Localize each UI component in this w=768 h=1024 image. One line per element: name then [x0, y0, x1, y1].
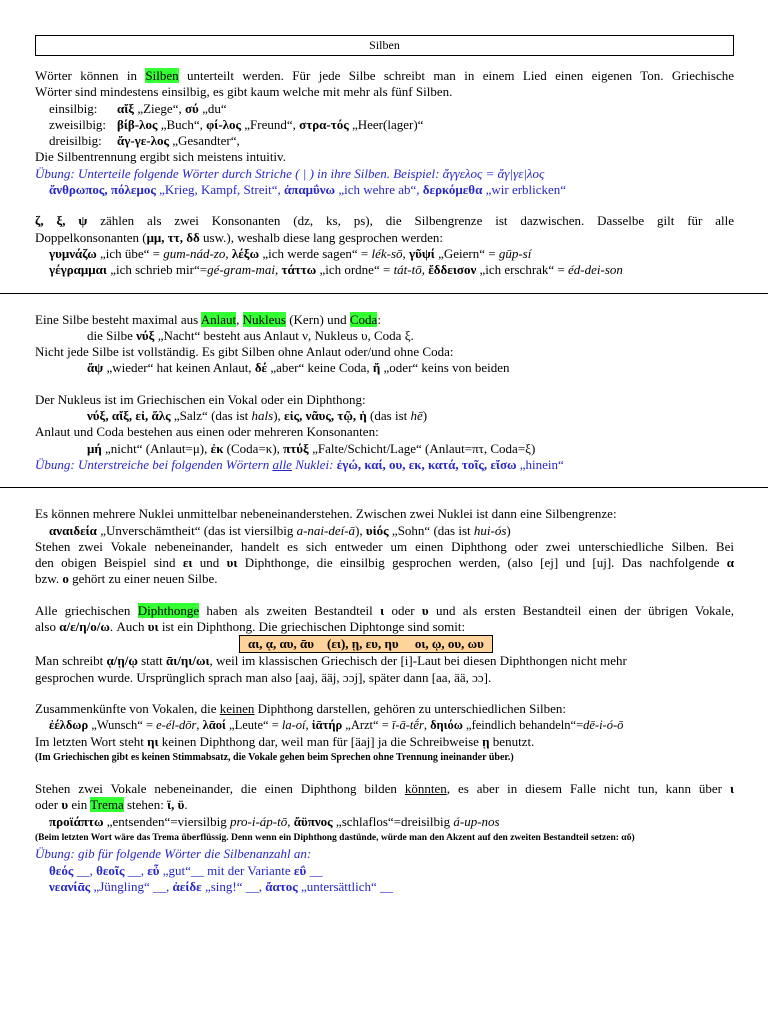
- diphthong-box: αι, ᾳ, αυ, ᾱυ (ει), ῃ, ευ, ηυ οι, ῳ, ου, ωυ: [239, 635, 493, 653]
- example-line: einsilbig: αἴξ „Ziege“, σύ „du“: [49, 100, 227, 116]
- example-line: die Silbe νύξ „Nacht“ besteht aus Anlaut ν, Nukleus υ, Coda ξ.: [87, 327, 414, 343]
- text-line: also α/ε/η/ο/ω. Auch υι ist ein Diphthong. Die griechischen Diphtonge sind somit:: [35, 619, 466, 635]
- text-line: oder υ ein Trema stehen: ϊ, ϋ.: [35, 797, 188, 813]
- text-line: Eine Silbe besteht maximal aus Anlaut, Nukleus (Kern) und Coda:: [35, 311, 381, 327]
- text-line: Es können mehrere Nuklei unmittelbar nebeneinanderstehen. Zwischen zwei Nuklei ist dann eine Silbengrenze:: [35, 506, 617, 522]
- example-line: νύξ, αἴξ, εἰ, ἅλς „Salz“ (das ist hals), εἰς, νᾶυς, τῷ, ἡ (das ist hē): [87, 408, 428, 424]
- highlight-silben: Silben: [145, 68, 179, 83]
- diphthong-list: [35, 635, 734, 653]
- text-line: bzw. ο gehört zu einer neuen Silbe.: [35, 571, 218, 587]
- text-line: Doppelkonsonanten (μμ, ττ, δδ usw.), weshalb diese lang gesprochen werden:: [35, 229, 443, 245]
- example-line: προϊάπτω „entsenden“=viersilbig pro-i-áp-tō, ἄϋπνος „schlaflos“=dreisilbig á-up-nos: [49, 813, 500, 829]
- example-line: γυμνάζω „ich übe“ = gum-nád-zo, λέξω „ich werde sagen“ = lék-sō, γῦψί „Geiern“ = gūp-sí: [49, 245, 532, 261]
- example-line: zweisilbig: βίβ-λος „Buch“, φί-λος „Freund“, στρα-τός „Heer(lager)“: [49, 116, 424, 132]
- document-page: [35, 35, 734, 895]
- text-line: den obigen Beispiel sind ει und υι Diphthonge, die einsilbig gesprochen werden, (also [ej] und [uj]. Das nachfolgende α: [35, 555, 734, 571]
- text-line: Im letzten Wort steht ηι keinen Diphthong dar, weil man für [äaj] ja die Schreibweise ῃ benutzt.: [35, 733, 535, 749]
- highlight-anlaut: Anlaut: [200, 311, 237, 327]
- highlight-coda: Coda: [349, 311, 378, 327]
- text-line: Anlaut und Coda bestehen aus einen oder mehreren Konsonanten:: [35, 424, 379, 440]
- exercise-words: ἄνθρωπος, πόλεμος „Krieg, Kampf, Streit“, ἀπαμΰνω „ich wehre ab“, δερκόμεθα „wir erblicken“: [49, 182, 567, 198]
- text-line: Stehen zwei Vokale nebeneinander, handelt es sich entweder um einen Diphthong oder zwei unterschiedliche Silben. Bei: [35, 538, 734, 554]
- text-line: Wörter sind mindestens einsilbig, es gibt kaum welche mit mehr als fünf Silben.: [35, 84, 453, 100]
- text-line: Der Nukleus ist im Griechischen ein Vokal oder ein Diphthong:: [35, 391, 366, 407]
- example-line: dreisilbig: ἄγ-γε-λος „Gesandter“,: [49, 133, 240, 149]
- example-line: ἐέλδωρ „Wunsch“ = e-él-dōr, λᾱοί „Leute“ = la-oí, ἰᾱτήρ „Arzt“ = ī-ā-tḗr, δηιόω „feindlich behandeln“=dē-i-ó-ō: [49, 718, 624, 733]
- text-line: Nicht jede Silbe ist vollständig. Es gibt Silben ohne Anlaut oder/und ohne Coda:: [35, 344, 454, 360]
- exercise-words: νεανίᾱς „Jüngling“ __, ἀείδε „sing!“ __, ἄατος „untersättlich“ __: [49, 878, 394, 894]
- footnote: (Beim letzten Wort wäre das Trema überflüssig. Denn wenn ein Diphthong dastünde, würde man den Akzent auf den zweiten Bestandteil setzen: αὔ): [35, 832, 635, 843]
- page-title: Silben: [35, 35, 734, 56]
- example-line: ἄψ „wieder“ hat keinen Anlaut, δέ „aber“ keine Coda, ἤ „oder“ keins von beiden: [87, 360, 510, 376]
- highlight-diphthonge: Diphthonge: [137, 602, 200, 618]
- exercise-words: θεός __, θεοῖς __, εὖ „gut“__ mit der Variante εΰ __: [49, 862, 323, 878]
- text-line: Wörter können in Silben unterteilt werden. Für jede Silbe schreibt man in einem Lied einen eigenen Ton. Griechische: [35, 68, 734, 83]
- example-line: αναιδεία „Unverschämtheit“ (das ist viersilbig a-nai-deí-ā), υἱός „Sohn“ (das ist hui-ós): [49, 522, 511, 538]
- exercise-instruction: Übung: Unterstreiche bei folgenden Wörtern alle Nuklei: ἐγώ, καί, ου, εκ, κατά, τοῖς, εἴσω „hinein“: [35, 456, 564, 472]
- text-line: Man schreibt ᾳ/ῃ/ῳ statt ᾱι/ηι/ωι, weil im klassischen Griechisch der [i]-Laut bei diesen Diphthongen nicht mehr: [35, 653, 627, 669]
- text-line: Die Silbentrennung ergibt sich meistens intuitiv.: [35, 149, 286, 165]
- highlight-trema: Trema: [90, 797, 124, 813]
- footnote: (Im Griechischen gibt es keinen Stimmabsatz, die Vokale gehen beim Sprechen ohne Trennung ineinander über.): [35, 751, 514, 763]
- text-line: Zusammenkünfte von Vokalen, die keinen Diphthong darstellen, gehören zu unterschiedlichen Silben:: [35, 700, 566, 716]
- section-divider: [0, 487, 768, 488]
- section-divider: [0, 293, 768, 294]
- exercise-instruction: Übung: gib für folgende Wörter die Silbenanzahl an:: [35, 846, 312, 862]
- example-line: μή „nicht“ (Anlaut=μ), ἐκ (Coda=κ), πτύξ „Falte/Schicht/Lage“ (Anlaut=πτ, Coda=ξ): [87, 440, 536, 456]
- text-line: Stehen zwei Vokale nebeneinander, die einen Diphthong bilden könnten, es aber in diesem Falle nicht tun, kann über ι: [35, 781, 734, 797]
- text-line: gesprochen wurde. Ursprünglich sprach man also [aaj, ääj, ɔɔj], später dann [aa, ää, ɔɔ].: [35, 669, 492, 685]
- text-line: ζ, ξ, ψ zählen als zwei Konsonanten (dz, ks, ps), die Silbengrenze ist dazwischen. Dasselbe gilt für alle: [35, 213, 734, 229]
- highlight-nukleus: Nukleus: [242, 311, 286, 327]
- exercise-instruction: Übung: Unterteile folgende Wörter durch Striche ( | ) in ihre Silben. Beispiel: ἄγγελος = ἄγ|γε|λος: [35, 165, 545, 181]
- text-line: Alle griechischen Diphthonge haben als zweiten Bestandteil ι oder υ und als ersten Bestandteil einen der übrigen Vokale,: [35, 602, 735, 618]
- example-line: γέγραμμαι „ich schrieb mir“=gé-gram-mai, τάττω „ich ordne“ = tát-tō, ἔδδεισον „ich erschrak“ = éd-dei-son: [49, 262, 623, 278]
